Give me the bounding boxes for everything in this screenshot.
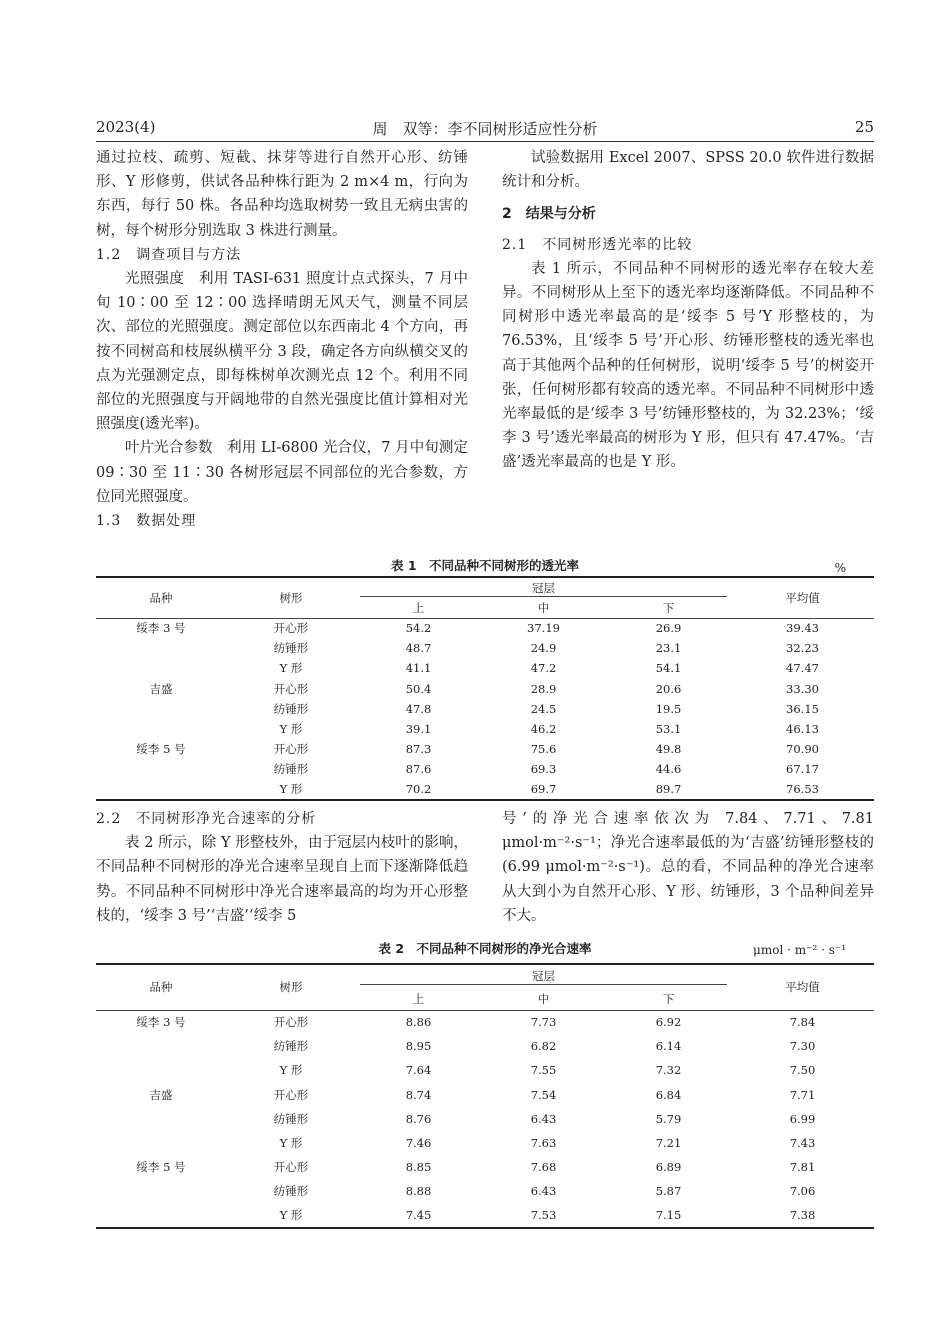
table-cell: 69.7 (530, 782, 557, 797)
table-cell: 37.19 (527, 621, 560, 636)
right-column-mid (502, 807, 874, 928)
table-cell: 8.95 (405, 1039, 432, 1054)
table-cell: 47.2 (530, 661, 557, 676)
table-cell: Y 形 (279, 782, 303, 797)
table-cell (96, 1179, 226, 1203)
table-cell: 70.2 (405, 782, 432, 797)
table-row (96, 719, 874, 739)
paragraph: 试验数据用 Excel 2007、SPSS 20.0 软件进行数据统计和分析。 (502, 150, 874, 191)
table-cell (96, 759, 226, 779)
paragraph: 表 1 所示，不同品种不同树形的透光率存在较大差异。不同树形从上至下的透光率均逐渐降低。不同品种不同树形中透光率最高的是‘绥李 5 号’Y 形整枝的，为 76.53%，且‘绥李 5 号’开心形、纺锤形整枝的透光率也高于其他两个品种的任何树形，说明‘绥李 5 号’的树姿开张，任何树形都有较高的透光率。不同品种不同树形中透光率最低的是‘绥李 3 号’纺锤形整枝的，为 32.23%；‘绥李 3 号’透光率最高的树形为 Y 形，但只有 47.47%。‘吉盛’透光率最高的也是 Y 形。 (502, 260, 874, 471)
table-cell: 47.8 (405, 701, 432, 716)
table-cell: 7.53 (530, 1208, 557, 1223)
header-cell (356, 964, 731, 988)
table-cell: 24.5 (530, 701, 557, 716)
table-cell: 76.53 (786, 782, 819, 797)
table-row (96, 739, 874, 759)
table-cell: 6.82 (530, 1039, 557, 1054)
table-cell: 26.9 (655, 621, 682, 636)
header-rule (96, 141, 874, 142)
table-cell: 87.6 (405, 762, 432, 777)
table-row (96, 658, 874, 678)
table-cell: 49.8 (655, 742, 682, 757)
table-cell: Y 形 (279, 1208, 303, 1223)
left-column-top (96, 146, 468, 533)
table-cell: 8.74 (405, 1087, 432, 1102)
left-column-mid (96, 807, 468, 928)
table-cell: 6.14 (655, 1039, 682, 1054)
table-cell: 7.63 (530, 1136, 557, 1151)
table2-unit: μmol · m⁻² · s⁻¹ (753, 943, 846, 957)
table-cell: 28.9 (530, 681, 557, 696)
table-cell: 绥李 5 号 (136, 742, 186, 757)
table-row (96, 1083, 874, 1107)
table-cell: Y 形 (279, 1063, 303, 1078)
table-row (96, 1107, 874, 1131)
table2-caption: 表 2 不同品种不同树形的净光合速率 (378, 941, 592, 956)
table-cell: 5.87 (655, 1184, 682, 1199)
table-row (96, 638, 874, 658)
table-cell: 开心形 (273, 1160, 309, 1175)
table-cell: 54.1 (655, 661, 682, 676)
table-cell: 6.43 (530, 1184, 557, 1199)
table-cell: 50.4 (405, 681, 432, 696)
table-cell: 纺锤形 (273, 1184, 309, 1199)
table1 (96, 576, 874, 801)
table-cell: 开心形 (273, 681, 309, 696)
table-cell: 开心形 (273, 621, 309, 636)
table-cell: 8.85 (405, 1160, 432, 1175)
table-cell: 7.45 (405, 1208, 432, 1223)
table-cell: 7.64 (405, 1063, 432, 1078)
table-cell: 7.50 (789, 1063, 816, 1078)
table-row (96, 1034, 874, 1058)
header-cell: 平均值 (731, 964, 874, 1010)
table-cell: 纺锤形 (273, 701, 309, 716)
table-cell (96, 719, 226, 739)
table-cell: 23.1 (655, 641, 682, 656)
table-cell (96, 1131, 226, 1155)
table-cell (96, 1107, 226, 1131)
paragraph: 光照强度 利用 TASI-631 照度计点式探头，7 月中旬 10∶00 至 12∶00 选择晴朗无风天气，测量不同层次、部位的光照强度。测定部位以东西南北 4 个方向，再按不同树高和枝展纵横平分 3 段，确定各方向纵横交叉的点为光强测定点，即每株树单次测光点 12 个。利用不同部位的光照强度与开阔地带的自然光强度比值计算相对光照强度(透光率)。 (96, 271, 468, 433)
table-row (96, 1058, 874, 1082)
table-row (96, 780, 874, 800)
table-cell: 纺锤形 (273, 762, 309, 777)
paragraph: 表 2 所示，除 Y 形整枝外，由于冠层内枝叶的影响，不同品种不同树形的净光合速率呈现自上而下逐渐降低趋势。不同品种不同树形中净光合速率最高的均为开心形整枝的，‘绥李 3 号’‘吉盛’‘绥李 5 (96, 835, 468, 924)
table-row (96, 699, 874, 719)
table-cell (96, 780, 226, 800)
table-cell: 39.1 (405, 722, 432, 737)
paragraph: 通过拉枝、疏剪、短截、抹芽等进行自然开心形、纺锤形、Y 形修剪，供试各品种株行距为 2 m×4 m，行向为东西，每行 50 株。各品种均选取树势一致且无病虫害的树，每个树形分别选取 3 株进行测量。 (96, 150, 468, 239)
table-cell: 7.30 (789, 1039, 816, 1054)
table-cell: 7.73 (530, 1015, 557, 1030)
table-cell: 47.47 (786, 661, 819, 676)
table-cell: 8.86 (405, 1015, 432, 1030)
table-cell: 19.5 (655, 701, 682, 716)
table-cell: 开心形 (273, 1015, 309, 1030)
table-row (96, 618, 874, 638)
table-cell: 54.2 (405, 621, 432, 636)
header-cell: 品种 (96, 577, 226, 618)
section-heading: 1.2 调查项目与方法 (96, 246, 242, 263)
table-row (96, 1155, 874, 1179)
table1-caption: 表 1 不同品种不同树形的透光率 (390, 558, 580, 573)
table-cell: 7.81 (789, 1160, 816, 1175)
section-heading: 1.3 数据处理 (96, 513, 197, 530)
table-cell: 8.88 (405, 1184, 432, 1199)
table-cell: Y 形 (279, 1136, 303, 1151)
table-cell: Y 形 (279, 661, 303, 676)
table-cell: 纺锤形 (273, 1039, 309, 1054)
table-cell: 41.1 (405, 661, 432, 676)
section-heading: 2.2 不同树形净光合速率的分析 (96, 811, 317, 827)
table-cell: 纺锤形 (273, 1111, 309, 1126)
table-cell: 6.84 (655, 1087, 682, 1102)
table-cell: 5.79 (655, 1111, 682, 1126)
table-cell: 36.15 (786, 701, 819, 716)
table1-body (96, 618, 874, 800)
table-cell: Y 形 (279, 722, 303, 737)
table-row (96, 1131, 874, 1155)
table-cell: 6.92 (655, 1015, 682, 1030)
table-cell (96, 638, 226, 658)
table-cell: 20.6 (655, 681, 682, 696)
table-cell: 53.1 (655, 722, 682, 737)
table-row (96, 1179, 874, 1203)
issue-number: 2023(4) (96, 118, 156, 136)
table-cell: 6.43 (530, 1111, 557, 1126)
table-cell: 纺锤形 (273, 641, 309, 656)
table-cell: 7.84 (789, 1015, 816, 1030)
table-cell (96, 1034, 226, 1058)
table-cell: 绥李 5 号 (136, 1160, 186, 1175)
table-cell (96, 1058, 226, 1082)
table-cell: 87.3 (405, 742, 432, 757)
table-cell: 7.71 (789, 1087, 816, 1102)
table-cell: 8.76 (405, 1111, 432, 1126)
table-cell: 7.06 (789, 1184, 816, 1199)
table-cell: 吉盛 (149, 681, 173, 696)
running-title: 周 双等：李不同树形适应性分析 (372, 120, 598, 138)
table-cell: 开心形 (273, 742, 309, 757)
table-cell: 24.9 (530, 641, 557, 656)
table-cell: 46.13 (786, 722, 819, 737)
section-heading: 2.1 不同树形透光率的比较 (502, 236, 693, 253)
table-cell: 7.54 (530, 1087, 557, 1102)
table1-unit: % (834, 561, 846, 575)
table-cell: 46.2 (530, 722, 557, 737)
header-cell: 品种 (96, 964, 226, 1010)
table-cell: 48.7 (405, 641, 432, 656)
table-cell: 6.89 (655, 1160, 682, 1175)
table-cell: 绥李 3 号 (136, 1015, 186, 1030)
paragraph: 叶片光合参数 利用 LI-6800 光合仪，7 月中旬测定 09∶30 至 11∶30 各树形冠层不同部位的光合参数，方位同光照强度。 (96, 440, 468, 505)
table-cell: 75.6 (530, 742, 557, 757)
header-cell: 下 (662, 991, 675, 1006)
table-cell: 吉盛 (149, 1087, 173, 1102)
header-cell: 下 (662, 601, 675, 616)
header-cell: 中 (537, 601, 550, 616)
table-cell: 6.99 (789, 1111, 816, 1126)
page-number: 25 (854, 118, 874, 136)
table-cell: 7.46 (405, 1136, 432, 1151)
table-cell: 7.15 (655, 1208, 682, 1223)
header-cell: 上 (412, 601, 425, 616)
header-cell: 树形 (226, 964, 356, 1010)
table-cell: 7.68 (530, 1160, 557, 1175)
header-cell: 平均值 (731, 577, 874, 618)
table-row (96, 679, 874, 699)
header-cell (356, 577, 731, 599)
table-cell: 70.90 (786, 742, 819, 757)
right-column-top (502, 146, 874, 475)
table-cell: 89.7 (655, 782, 682, 797)
running-header (96, 118, 874, 140)
table-cell: 44.6 (655, 762, 682, 777)
section-heading: 2 结果与分析 (502, 206, 596, 223)
table-cell: 绥李 3 号 (136, 621, 186, 636)
table-cell: 7.55 (530, 1063, 557, 1078)
table-cell (96, 699, 226, 719)
table-row (96, 1204, 874, 1228)
table2-body (96, 1010, 874, 1228)
header-cell: 树形 (226, 577, 356, 618)
table-cell: 32.23 (786, 641, 819, 656)
header-cell: 上 (412, 991, 425, 1006)
table-cell: 7.38 (789, 1208, 816, 1223)
table-cell: 33.30 (786, 681, 819, 696)
header-cell: 中 (537, 991, 550, 1006)
table-cell: 69.3 (530, 762, 557, 777)
paragraph: 号’的净光合速率依次为 7.84、7.71、7.81 μmol·m⁻²·s⁻¹；净光合速率最低的为‘吉盛’纺锤形整枝的(6.99 μmol·m⁻²·s⁻¹)。总的看，不同品种的净光合速率从大到小为自然开心形、Y 形、纺锤形，3 个品种间差异不大。 (502, 811, 874, 924)
table-cell: 39.43 (786, 621, 819, 636)
table-cell (96, 658, 226, 678)
canopy-label: 冠层 (360, 580, 727, 597)
table-cell (96, 1204, 226, 1228)
table-cell: 7.21 (655, 1136, 682, 1151)
table-row (96, 759, 874, 779)
table-cell: 开心形 (273, 1087, 309, 1102)
table2 (96, 963, 874, 1229)
table-cell: 7.32 (655, 1063, 682, 1078)
table-cell: 7.43 (789, 1136, 816, 1151)
canopy-label: 冠层 (360, 968, 727, 985)
table-cell: 67.17 (786, 762, 819, 777)
table-row (96, 1010, 874, 1034)
